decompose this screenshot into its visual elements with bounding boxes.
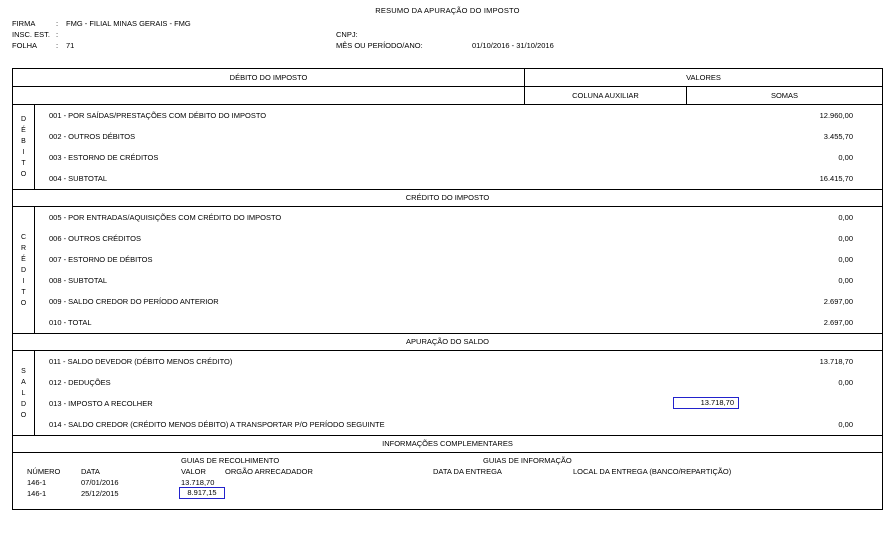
row-value: 0,00 <box>838 213 853 222</box>
row-value: 13.718,70 <box>819 357 853 366</box>
row-label: 013 - IMPOSTO A RECOLHER <box>49 399 153 408</box>
guias-section <box>13 453 882 509</box>
section-debito-lines <box>35 105 882 189</box>
row-label: 008 - SUBTOTAL <box>49 276 108 285</box>
table-row <box>35 351 882 372</box>
header-debito-imposto: DÉBITO DO IMPOSTO <box>13 69 525 86</box>
side-letter: O <box>20 411 27 419</box>
row-label: 006 - OUTROS CRÉDITOS <box>49 234 141 243</box>
document-page <box>0 6 895 545</box>
table-row <box>35 414 882 435</box>
table-row <box>35 393 882 414</box>
table-row <box>35 228 882 249</box>
guias-informacao-title: GUIAS DE INFORMAÇÃO <box>483 456 572 465</box>
side-letter: L <box>21 389 26 397</box>
section-saldo-lines <box>35 351 882 435</box>
section-saldo-sidelabel <box>13 351 35 435</box>
row-value: 0,00 <box>838 234 853 243</box>
band-credito-imposto: CRÉDITO DO IMPOSTO <box>13 190 882 207</box>
row-label: 009 - SALDO CREDOR DO PERÍODO ANTERIOR <box>49 297 219 306</box>
row-label: 011 - SALDO DEVEDOR (DÉBITO MENOS CRÉDITO) <box>49 357 233 366</box>
row-value: 2.697,00 <box>823 297 853 306</box>
table-row <box>35 312 882 333</box>
row-label: 003 - ESTORNO DE CRÉDITOS <box>49 153 159 162</box>
side-letter: A <box>21 378 26 386</box>
table-row <box>35 105 882 126</box>
side-letter: O <box>20 171 27 178</box>
row-value-highlighted: 13.718,70 <box>673 397 739 409</box>
table-row <box>35 168 882 189</box>
row-label: 001 - POR SAÍDAS/PRESTAÇÕES COM DÉBITO DO IMPOSTO <box>49 111 267 120</box>
guia-row-numero: 146-1 <box>27 478 47 487</box>
folha-value: 71 <box>66 41 75 50</box>
side-letter: S <box>21 367 26 375</box>
side-letter: R <box>20 244 27 252</box>
row-label: 007 - ESTORNO DE DÉBITOS <box>49 255 153 264</box>
header-somas: SOMAS <box>770 91 799 100</box>
header-valores: VALORES <box>686 73 721 82</box>
row-label: 004 - SUBTOTAL <box>49 174 108 183</box>
periodo-value: 01/10/2016 - 31/10/2016 <box>472 41 554 50</box>
side-letter: D <box>20 266 27 274</box>
side-letter: É <box>21 127 26 134</box>
side-letter: I <box>22 277 25 285</box>
guia-row-data: 07/01/2016 <box>81 478 119 487</box>
section-saldo <box>13 351 882 436</box>
header-info <box>0 19 895 53</box>
cnpj-label: CNPJ: <box>336 30 358 39</box>
table-row <box>35 270 882 291</box>
row-value: 16.415,70 <box>819 174 853 183</box>
side-letter: D <box>20 116 27 123</box>
page-title: RESUMO DA APURAÇÃO DO IMPOSTO <box>375 6 520 15</box>
row-label: 005 - POR ENTRADAS/AQUISIÇÕES COM CRÉDITO DO IMPOSTO <box>49 213 282 222</box>
col-data-entrega: DATA DA ENTREGA <box>433 467 502 476</box>
folha-label: FOLHA <box>12 41 38 50</box>
section-credito <box>13 207 882 334</box>
row-value: 12.960,00 <box>819 111 853 120</box>
row-value: 0,00 <box>838 153 853 162</box>
band-apuracao-saldo: APURAÇÃO DO SALDO <box>13 334 882 351</box>
table-row <box>35 207 882 228</box>
col-numero: NÚMERO <box>27 467 61 476</box>
col-valor: VALOR <box>181 467 206 476</box>
band-informacoes-complementares: INFORMAÇÕES COMPLEMENTARES <box>13 436 882 453</box>
table-header-row-1 <box>13 69 882 87</box>
row-value: 0,00 <box>838 420 853 429</box>
inscricao-estadual-label: INSC. EST. <box>12 30 50 39</box>
table-row <box>35 249 882 270</box>
side-letter: B <box>21 138 26 145</box>
guia-row-valor-highlighted: 8.917,15 <box>179 487 225 499</box>
header-coluna-auxiliar: COLUNA AUXILIAR <box>525 87 687 104</box>
table-row <box>35 126 882 147</box>
col-orgao-arrecadador: ORGÃO ARRECADADOR <box>225 467 313 476</box>
table-row <box>35 372 882 393</box>
header-spacer <box>13 87 525 104</box>
table-header-row-2 <box>13 87 882 105</box>
row-label: 014 - SALDO CREDOR (CRÉDITO MENOS DÉBITO) A TRANSPORTAR P/O PERÍODO SEGUINTE <box>49 420 385 429</box>
row-value: 3.455,70 <box>823 132 853 141</box>
firma-label: FIRMA <box>12 19 36 28</box>
row-label: 012 - DEDUÇÕES <box>49 378 111 387</box>
col-local-entrega: LOCAL DA ENTREGA (BANCO/REPARTIÇÃO) <box>573 467 732 476</box>
inscricao-estadual-colon: : <box>56 30 59 39</box>
side-letter: D <box>20 400 27 408</box>
guia-row-data: 25/12/2015 <box>81 489 119 498</box>
section-debito-sidelabel <box>13 105 35 189</box>
side-letter: I <box>22 149 25 156</box>
table-row <box>35 291 882 312</box>
row-value: 2.697,00 <box>823 318 853 327</box>
side-letter: É <box>21 255 26 263</box>
folha-colon: : <box>56 41 59 50</box>
side-letter: O <box>20 299 27 307</box>
firma-colon: : <box>56 19 59 28</box>
side-letter: T <box>21 160 26 167</box>
row-value: 0,00 <box>838 276 853 285</box>
section-credito-lines <box>35 207 882 333</box>
guia-row-numero: 146-1 <box>27 489 47 498</box>
col-data: DATA <box>81 467 100 476</box>
section-debito <box>13 105 882 190</box>
apuracao-table <box>12 68 883 510</box>
section-credito-sidelabel <box>13 207 35 333</box>
row-value: 0,00 <box>838 378 853 387</box>
side-letter: T <box>21 288 26 296</box>
periodo-label: MÊS OU PERÍODO/ANO: <box>336 41 423 50</box>
row-label: 010 - TOTAL <box>49 318 92 327</box>
row-label: 002 - OUTROS DÉBITOS <box>49 132 136 141</box>
guia-row-valor: 13.718,70 <box>181 478 215 487</box>
guias-recolhimento-title: GUIAS DE RECOLHIMENTO <box>181 456 280 465</box>
row-value: 0,00 <box>838 255 853 264</box>
firma-value: FMG - FILIAL MINAS GERAIS - FMG <box>66 19 191 28</box>
side-letter: C <box>20 233 27 241</box>
table-row <box>35 147 882 168</box>
